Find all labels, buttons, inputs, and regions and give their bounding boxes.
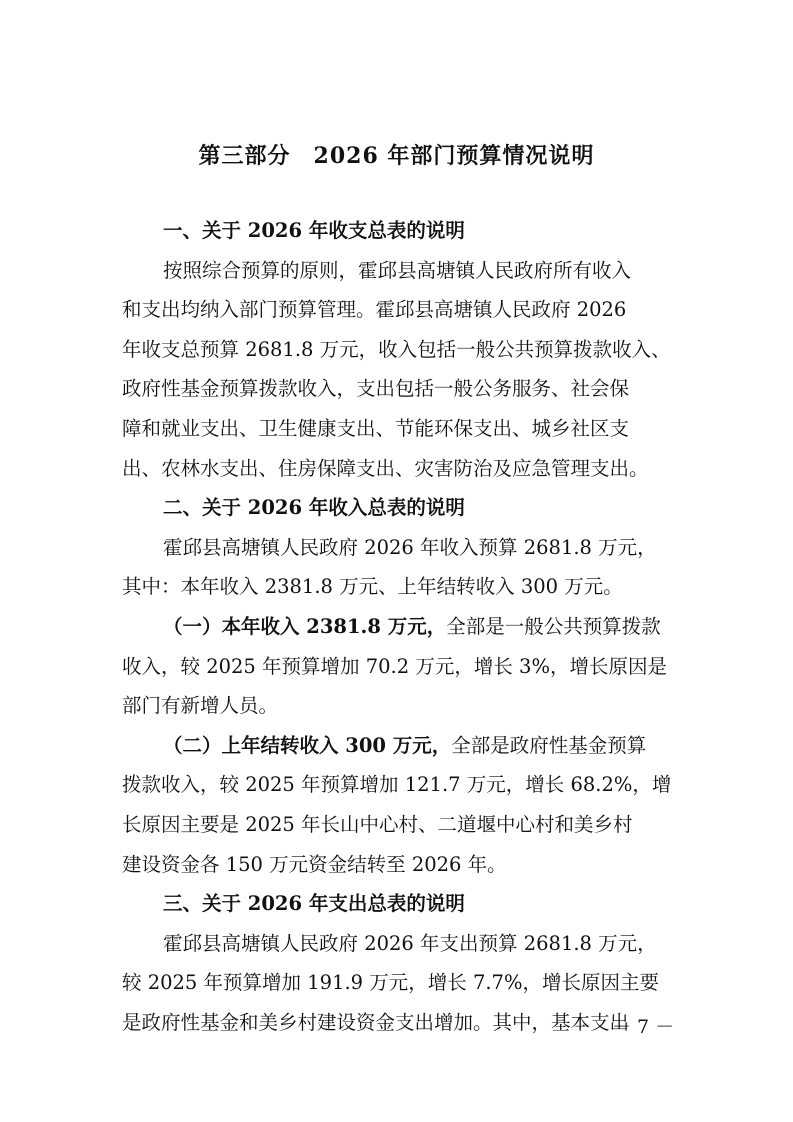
subsection-rest-1: 全部是一般公共预算拨款 xyxy=(446,614,661,638)
body-text xyxy=(122,211,682,1042)
paragraph-line: 建设资金各 150 万元资金结转至 2026 年。 xyxy=(122,852,507,876)
paragraph-line: 拨款收入，较 2025 年预算增加 121.7 万元，增长 68.2%，增 xyxy=(122,773,672,797)
paragraph-line: 政府性基金预算拨款收入，支出包括一般公务服务、社会保 xyxy=(122,377,630,401)
page-title: 第三部分 2026 年部门预算情况说明 xyxy=(198,143,595,169)
section-heading-1: 一、关于 2026 年收支总表的说明 xyxy=(163,219,465,242)
section-heading-2: 二、关于 2026 年收入总表的说明 xyxy=(163,496,465,520)
subsection-line-1 xyxy=(122,607,682,647)
paragraph-line: 收入，较 2025 年预算增加 70.2 万元，增长 3%，增长原因是 xyxy=(122,654,667,678)
subsection-lead-1: （一）本年收入 2381.8 万元， xyxy=(163,614,447,638)
paragraph-line: 出、农林水支出、住房保障支出、灾害防治及应急管理支出。 xyxy=(122,456,649,480)
paragraph-line: 霍邱县高塘镇人民政府 2026 年支出预算 2681.8 万元， xyxy=(163,931,657,955)
paragraph-line: 障和就业支出、卫生健康支出、节能环保支出、城乡社区支 xyxy=(122,416,630,440)
subsection-lead-2: （二）上年结转收入 300 万元， xyxy=(163,733,452,757)
subsection-line-2 xyxy=(122,726,682,766)
paragraph-line: 年收支总预算 2681.8 万元，收入包括一般公共预算拨款收入、 xyxy=(122,337,671,361)
paragraph-line: 按照综合预算的原则，霍邱县高塘镇人民政府所有收入 xyxy=(163,258,632,282)
paragraph-line: 部门有新增人员。 xyxy=(122,694,279,718)
paragraph-line: 其中：本年收入 2381.8 万元、上年结转收入 300 万元。 xyxy=(122,575,623,599)
paragraph-line: 长原因主要是 2025 年长山中心村、二道堰中心村和美乡村 xyxy=(122,812,633,836)
paragraph-line: 是政府性基金和美乡村建设资金支出增加。其中，基本支出 xyxy=(122,1010,630,1034)
paragraph-line: 和支出均纳入部门预算管理。霍邱县高塘镇人民政府 2026 xyxy=(122,298,627,322)
subsection-rest-2: 全部是政府性基金预算 xyxy=(451,733,647,757)
section-heading-3: 三、关于 2026 年支出总表的说明 xyxy=(163,892,465,916)
page-number: － 7 － xyxy=(612,1016,675,1038)
paragraph-line: 霍邱县高塘镇人民政府 2026 年收入预算 2681.8 万元， xyxy=(163,535,657,559)
paragraph-line: 较 2025 年预算增加 191.9 万元，增长 7.7%，增长原因主要 xyxy=(122,971,659,995)
